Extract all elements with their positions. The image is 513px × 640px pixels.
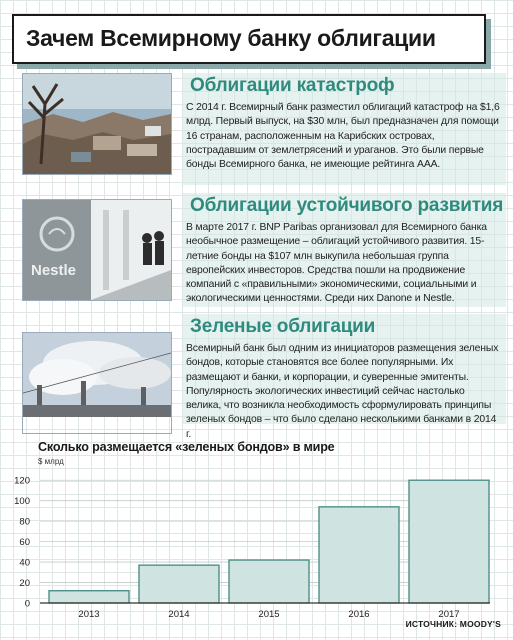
y-tick-label: 120 xyxy=(14,475,30,487)
y-tick-label: 0 xyxy=(24,598,30,610)
section-title: Зеленые облигации xyxy=(190,316,376,337)
source-note: ИСТОЧНИК: MOODY'S xyxy=(405,619,501,629)
chart-title: Сколько размещается «зеленых бондов» в мире xyxy=(38,440,335,454)
nestle-logo-text: Nestle xyxy=(31,262,77,279)
bar-2016 xyxy=(319,507,399,603)
bar-2017 xyxy=(409,480,489,603)
x-tick-label: 2014 xyxy=(168,609,190,620)
x-tick-label: 2015 xyxy=(258,609,280,620)
section-title: Облигации устойчивого развития xyxy=(190,195,504,216)
x-tick-label: 2016 xyxy=(348,609,370,620)
x-tick-label: 2017 xyxy=(438,609,460,620)
chart-unit-label: $ млрд xyxy=(38,457,64,466)
section-body: Всемирный банк был одним из инициаторов размещения зеленых бондов, которые становятся все более популярными. Их размещают и банки, и корпорации, и суверенные эмитенты. Популярность экологических инвестиций сейчас настолько велика, что возникла необходимость сформулировать принципы зеленых бондов – что было сделано несколькими банками в 2014 г. xyxy=(186,343,499,440)
bar-2015 xyxy=(229,560,309,603)
y-tick-label: 60 xyxy=(19,537,30,549)
y-tick-label: 20 xyxy=(19,578,30,590)
section-title: Облигации катастроф xyxy=(190,75,395,96)
y-tick-label: 80 xyxy=(19,516,30,528)
bar-2014 xyxy=(139,565,219,603)
y-tick-label: 100 xyxy=(14,496,30,508)
bar-2013 xyxy=(49,591,129,603)
x-tick-label: 2013 xyxy=(78,609,100,620)
section-body: С 2014 г. Всемирный банк разместил облигаций катастроф на $1,6 млрд. Первый выпуск, на $30 млн, был предназначен для помощи 16 странам, расположенным на Карибских островах, пострадавшим от землетрясений и ураганов. Это были первые бонды Всемирного банка, не имеющие рейтинга ААА. xyxy=(186,102,500,171)
page-title: Зачем Всемирному банку облигации xyxy=(26,25,436,51)
section-body: В марте 2017 г. BNP Paribas организовал для Всемирного банка необычное размещение – облигаций устойчивого развития. 15-летние бонды на $107 млн выкупила небольшая группа европейских инвесторов. Средства пошли на продвижение компаний с «правильными» экономическими, социальными и экологическими ценностями. Среди них Danone и Nestle. xyxy=(186,222,487,305)
y-tick-label: 40 xyxy=(19,557,30,569)
